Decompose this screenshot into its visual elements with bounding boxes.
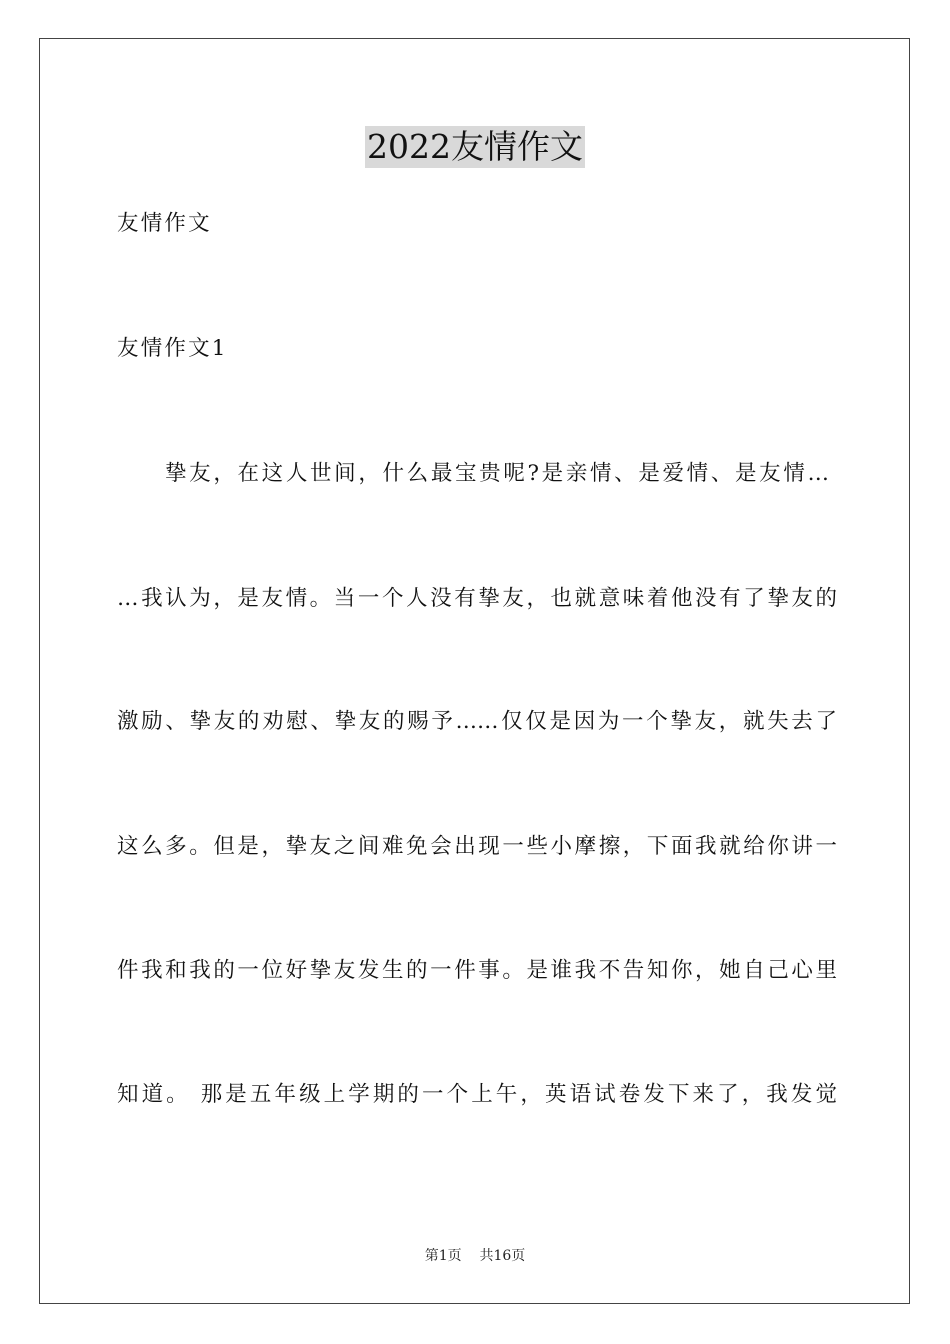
paragraph-line-3: 激励、挚友的劝慰、挚友的赐予……仅仅是因为一个挚友，就失去了 xyxy=(117,709,837,734)
section-heading: 友情作文1 xyxy=(117,336,228,361)
paragraph-line-4: 这么多。但是，挚友之间难免会出现一些小摩擦，下面我就给你讲一 xyxy=(117,834,837,859)
subtitle-line: 友情作文 xyxy=(117,211,212,236)
paragraph-line-6: 知道。 那是五年级上学期的一个上午，英语试卷发下来了，我发觉 xyxy=(117,1082,837,1107)
paragraph-line-2: …我认为，是友情。当一个人没有挚友，也就意味着他没有了挚友的 xyxy=(117,586,837,611)
document-title: 2022友情作文 xyxy=(367,127,583,166)
paragraph-line-5: 件我和我的一位好挚友发生的一件事。是谁我不告知你，她自己心里 xyxy=(117,958,837,983)
title-container xyxy=(0,126,950,168)
paragraph-line-1: 挚友，在这人世间，什么最宝贵呢?是亲情、是爱情、是友情… xyxy=(165,461,829,486)
page-footer: 第1页 共16页 xyxy=(424,1248,526,1264)
